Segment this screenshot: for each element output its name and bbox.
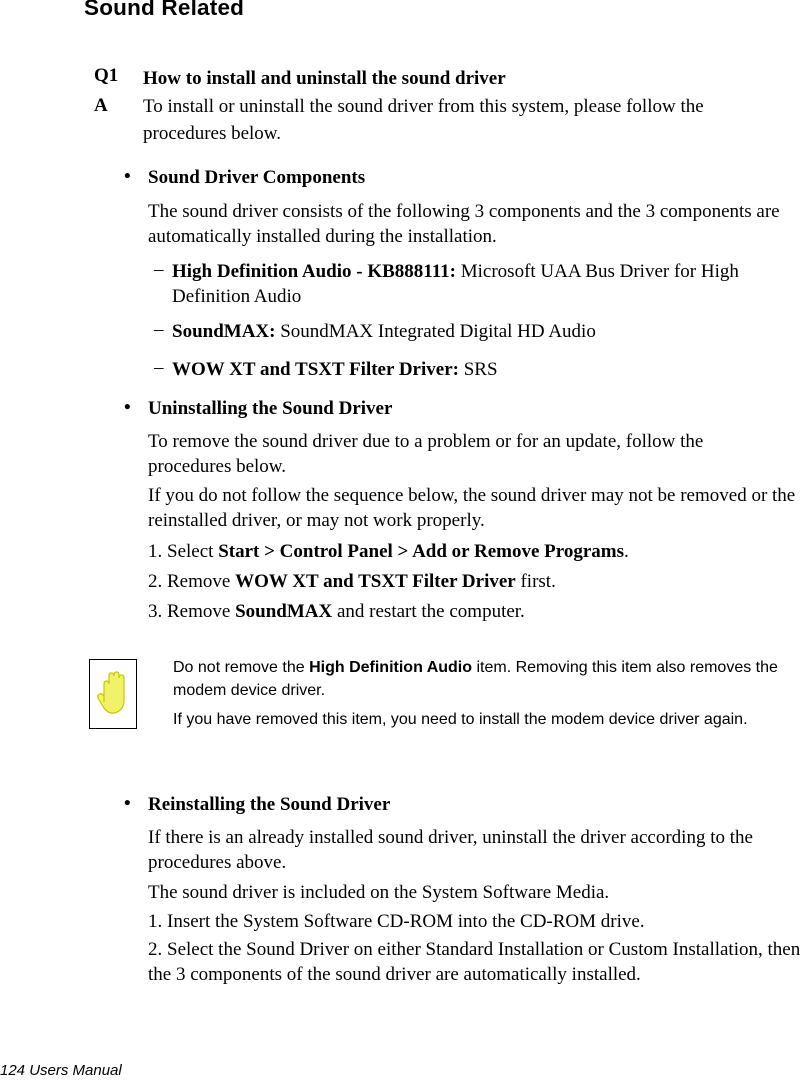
uninstall-p1: To remove the sound driver due to a problem or for an update, follow the procedures below. <box>148 431 704 477</box>
note-bold: High Definition Audio <box>309 659 473 676</box>
note-prefix: Do not remove the <box>173 659 310 676</box>
component-desc: SRS <box>458 359 498 380</box>
step-prefix: 3. Remove <box>148 601 236 622</box>
component-desc: Microsoft UAA Bus Driver for High Definition Audio <box>172 261 739 307</box>
reinstall-step-1: 1. Insert the System Software CD-ROM into the CD-ROM drive. <box>148 911 645 932</box>
uninstall-step-1 <box>148 539 804 564</box>
step-bold: SoundMAX <box>235 601 333 622</box>
component-name: SoundMAX: <box>172 321 276 342</box>
step-suffix: . <box>624 541 629 562</box>
question-text: How to install and uninstall the sound driver <box>143 68 506 89</box>
section-title: Sound Related <box>84 0 245 20</box>
uninstall-step-3 <box>148 599 804 624</box>
step-bold: WOW XT and TSXT Filter Driver <box>235 571 516 592</box>
step-suffix: first. <box>515 571 556 592</box>
reinstall-p2: The sound driver is included on the System Software Media. <box>148 882 610 903</box>
reinstall-step-2: 2. Select the Sound Driver on either Standard Installation or Custom Installation, then the 3 components of the sound driver are automatically installed. <box>148 939 801 985</box>
components-intro: The sound driver consists of the following 3 components and the 3 components are automatically installed during the installation. <box>148 201 780 247</box>
components-heading: Sound Driver Components <box>148 167 366 188</box>
component-name: WOW XT and TSXT Filter Driver: <box>172 359 459 380</box>
note-suffix: item. Removing this item also removes the modem device driver. <box>173 659 778 699</box>
bullet-icon: • <box>124 166 131 187</box>
component-desc: SoundMAX Integrated Digital HD Audio <box>275 321 596 342</box>
component-name: High Definition Audio - KB888111: <box>172 261 456 282</box>
question-label: Q1 <box>94 65 119 86</box>
dash-icon: – <box>154 259 164 280</box>
component-item <box>172 319 802 344</box>
bullet-icon: • <box>124 793 131 814</box>
bullet-icon: • <box>124 397 131 418</box>
dash-icon: – <box>154 319 164 340</box>
step-suffix: and restart the computer. <box>332 601 525 622</box>
page-footer: 124 Users Manual <box>0 1062 122 1079</box>
hand-icon <box>90 660 136 728</box>
note-line-2: If you have removed this item, you need to install the modem device driver again. <box>173 711 748 728</box>
caution-hand-icon <box>89 659 137 729</box>
step-prefix: 1. Select <box>148 541 219 562</box>
component-item <box>172 259 802 309</box>
answer-label: A <box>94 95 108 116</box>
answer-text: To install or uninstall the sound driver from this system, please follow the procedures below. <box>143 96 704 144</box>
component-item <box>172 357 802 382</box>
uninstall-heading: Uninstalling the Sound Driver <box>148 398 393 419</box>
reinstall-p1: If there is an already installed sound driver, uninstall the driver according to the procedures above. <box>148 827 753 873</box>
step-bold: Start > Control Panel > Add or Remove Programs <box>218 541 625 562</box>
note-line-1 <box>173 656 793 702</box>
reinstall-heading: Reinstalling the Sound Driver <box>148 794 391 815</box>
dash-icon: – <box>154 357 164 378</box>
uninstall-p2: If you do not follow the sequence below, the sound driver may not be removed or the reinstalled driver, or may not work properly. <box>148 485 796 531</box>
step-prefix: 2. Remove <box>148 571 236 592</box>
uninstall-step-2 <box>148 569 804 594</box>
